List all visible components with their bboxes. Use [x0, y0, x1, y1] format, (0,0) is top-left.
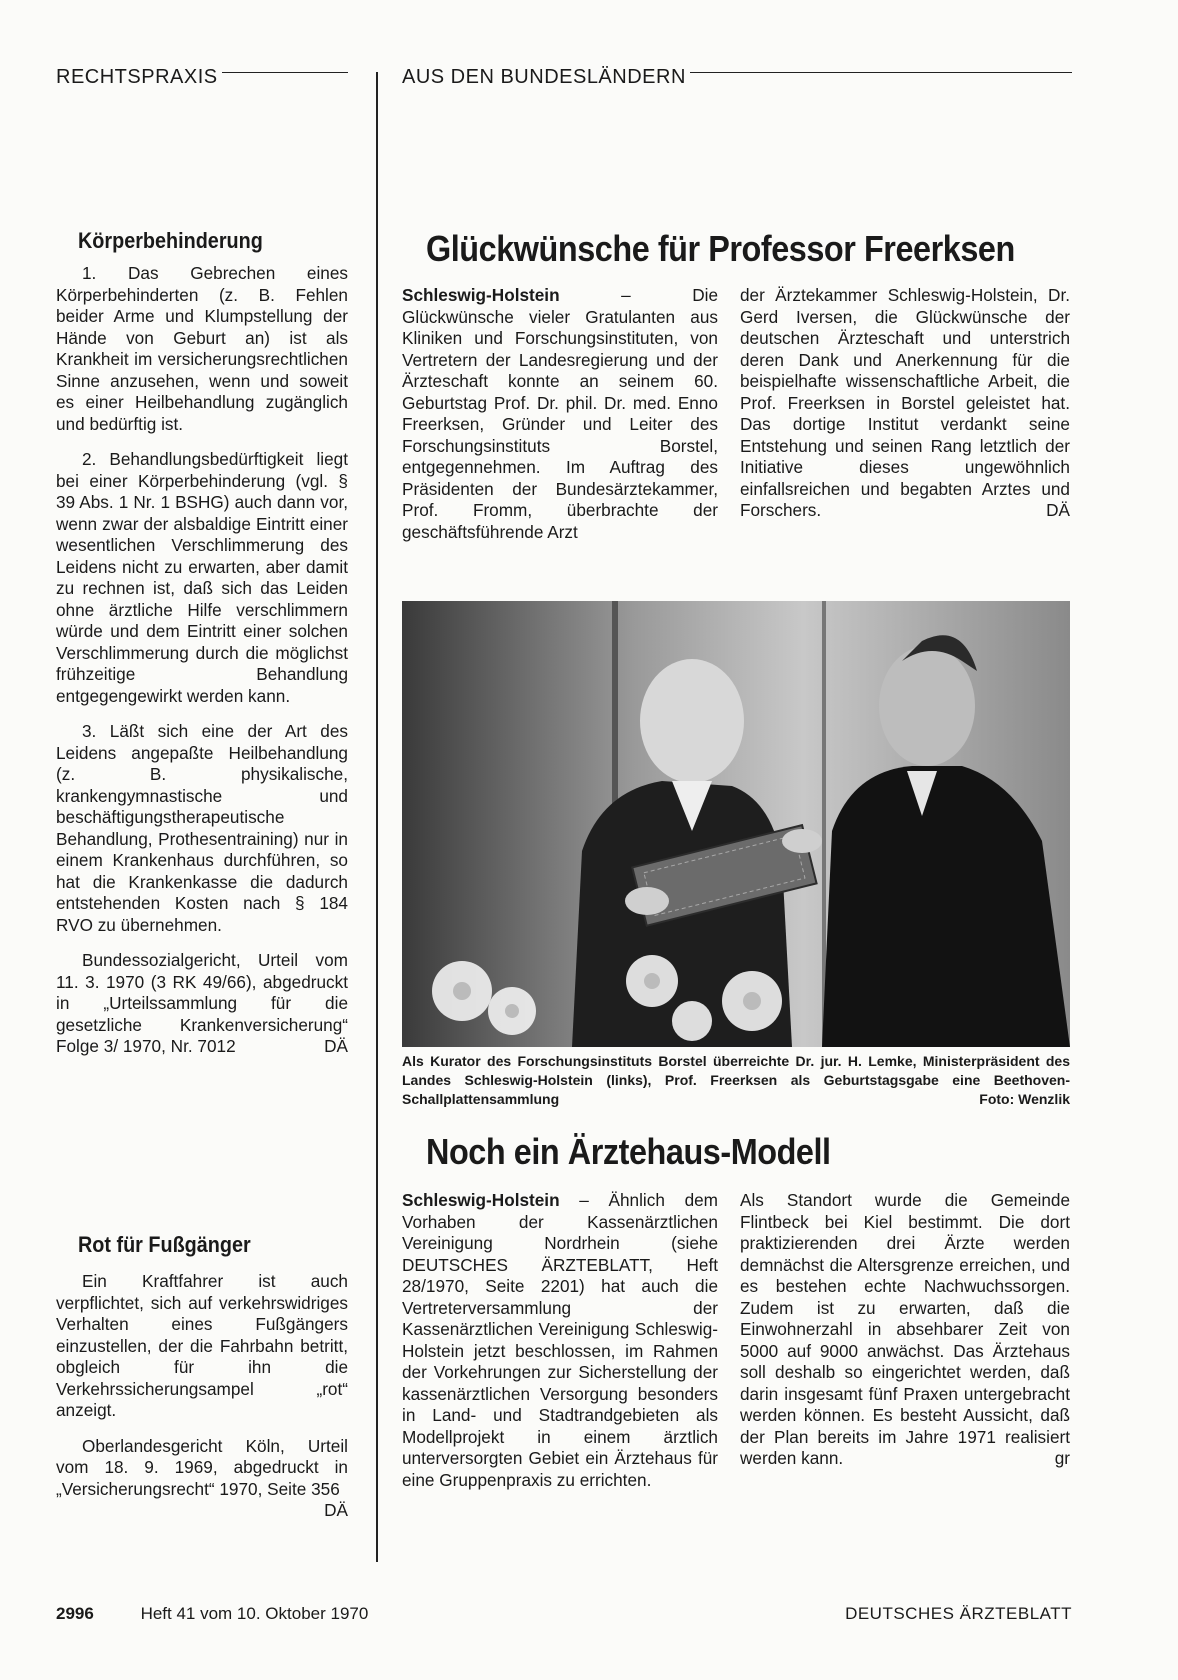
header-rule: [222, 72, 348, 73]
page-number: 2996: [56, 1604, 94, 1623]
paragraph: 2. Behandlungsbedürftigkeit liegt bei einer Körperbehinderung (vgl. § 39 Abs. 1 Nr. 1 BSHG) auch dann vor, wenn zwar der alsbaldige Eintritt einer wesentlichen Verschlimmerung des Leidens nicht zu erwarten, aber damit zu rechnen ist, daß sich das Leiden ohne ärztliche Hilfe verschlimmern würde und dem Eintritt einer solchen Verschlimmerung durch die möglichst frühzeitige Behandlung entgegengewirkt werden kann.: [56, 449, 348, 706]
source-text: Oberlandesgericht Köln, Urteil vom 18. 9. 1969, abgedruckt in „Versicherungsrecht“ 1970, Seite 356: [56, 1435, 348, 1499]
header-rule: [690, 72, 1072, 73]
issue-info: Heft 41 vom 10. Oktober 1970: [140, 1604, 369, 1623]
section-header-right: [402, 66, 1072, 89]
section-title: RECHTSPRAXIS: [56, 66, 218, 88]
paragraph-text: – Die Glückwünsche vieler Gratulanten aus Kliniken und Forschungsinstituten, von Vertretern der Landesregierung und der Ärzteschaft konnte an seinem 60. Geburtstag Prof. Dr. phil. Dr. med. Enno Freerksen, Gründer und Leiter des Forschungsinstituts Borstel, entgegennehmen. Im Auftrag des Präsidenten der Bundesärztekammer, Prof. Fromm, überbrachte der geschäftsführende Arzt: [402, 285, 718, 542]
paragraph: [402, 285, 718, 543]
article-title-aerztehaus-modell: Noch ein Ärztehaus-Modell: [426, 1131, 831, 1172]
court-source: [56, 1435, 348, 1520]
article-aerztehaus-col1: [402, 1190, 718, 1491]
paragraph: 1. Das Gebrechen eines Körperbehinderten (z. B. Fehlen beider Arme und Klumpstellung der Hände von Geburt an) ist als Krankheit im versicherungsrechtlichen Sinne anzusehen, wenn und soweit es einer Heilbehandlung zugänglich und bedürftig ist.: [56, 263, 348, 434]
paragraph-text: der Ärztekammer Schleswig-Holstein, Dr. Gerd Iversen, die Glückwünsche der deutschen Ärzteschaft und unterstrich deren Dank und Anerkennung für die beispielhafte wissenschaftliche Arbeit, die Prof. Freerksen in Borstel geleistet hat. Das dortige Institut verdankt seine Entstehung und seinen Rang letztlich der Initiative dieses ungewöhnlich einfallsreichen und begabten Arztes und Forschers.: [740, 285, 1070, 520]
paragraph-text: – Ähnlich dem Vorhaben der Kassenärztlichen Vereinigung Nordrhein (siehe DEUTSCHES ÄRZTEBLATT, Heft 28/1970, Seite 2201) hat auch die Vertreterversammlung der Kassenärztlichen Vereinigung Schleswig-Holstein jetzt beschlossen, im Rahmen der Vorkehrungen zur Sicherstellung der kassenärztlichen Versorgung besonders in Land- und Stadtrandgebieten als Modellprojekt in einem ärztlich unterversorgten Gebiet ein Ärztehaus für eine Gruppenpraxis zu errichten.: [402, 1190, 718, 1490]
article-title-glueckwuensche: Glückwünsche für Professor Freerksen: [426, 228, 1015, 269]
section-header-left: [56, 66, 348, 89]
journal-name: DEUTSCHES ÄRZTEBLATT: [845, 1604, 1072, 1623]
article-glueckwuensche-col2: [740, 285, 1070, 522]
photo-illustration: [402, 601, 1070, 1047]
article-glueckwuensche-col1: [402, 285, 718, 543]
court-source: [56, 950, 348, 1058]
author-signature: DÄ: [324, 1036, 348, 1056]
author-signature: DÄ: [324, 1500, 348, 1520]
article-aerztehaus-col2: [740, 1190, 1070, 1470]
column-divider: [376, 72, 378, 1562]
paragraph: [740, 285, 1070, 522]
article-rot-fuer-fussgaenger: [56, 1271, 348, 1522]
photo-credit: Foto: Wenzlik: [979, 1091, 1070, 1107]
photo-caption: [402, 1052, 1070, 1109]
caption-text: Als Kurator des Forschungsinstituts Borstel überreichte Dr. jur. H. Lemke, Ministerpräsident des Landes Schleswig-Holstein (links), Prof. Freerksen als Geburtstagsgabe eine Beethoven-Schallplattensammlung: [402, 1053, 1070, 1107]
source-text: Bundessozialgericht, Urteil vom 11. 3. 1970 (3 RK 49/66), abgedruckt in „Urteilssammlung für die gesetzliche Krankenversicherung“ Folge 3/ 1970, Nr. 7012: [56, 950, 348, 1056]
paragraph: 3. Läßt sich eine der Art des Leidens angepaßte Heilbehandlung (z. B. physikalische, krankengymnastische und beschäftigungstherapeutische Behandlung, Prothesentraining) nur in einem Krankenhaus durchführen, so hat die Krankenkasse die dadurch entstehenden Kosten nach § 184 RVO zu übernehmen.: [56, 721, 348, 935]
article-title-koerperbehinderung: Körperbehinderung: [78, 228, 263, 253]
author-signature: gr: [1054, 1448, 1070, 1468]
paragraph: Ein Kraftfahrer ist auch verpflichtet, sich auf verkehrswidriges Verhalten eines Fußgängers einzustellen, der die Fahrbahn betritt, obgleich für ihn die Verkehrssicherungsampel „rot“ anzeigt.: [56, 1271, 348, 1420]
photo-award-ceremony: [402, 601, 1070, 1047]
article-koerperbehinderung: [56, 263, 348, 1058]
paragraph-text: Als Standort wurde die Gemeinde Flintbeck bei Kiel bestimmt. Die dort praktizierenden drei Ärzte werden demnächst die Altersgrenze erreichen, und es bestehen echte Nachwuchssorgen. Zudem ist zu erwarten, daß die Einwohnerzahl in absehbarer Zeit von 5000 auf 9000 anwächst. Das Ärztehaus soll deshalb so eingerichtet werden, daß darin insgesamt fünf Praxen untergebracht werden können. Es besteht Aussicht, daß der Plan bereits im Jahre 1971 realisiert werden kann.: [740, 1190, 1070, 1468]
article-title-rot-fuer-fussgaenger: Rot für Fußgänger: [78, 1232, 251, 1257]
paragraph: [740, 1190, 1070, 1470]
paragraph: [402, 1190, 718, 1491]
author-signature: DÄ: [1046, 500, 1070, 520]
section-title: AUS DEN BUNDESLÄNDERN: [402, 66, 686, 88]
dateline: Schleswig-Holstein: [402, 285, 560, 305]
dateline: Schleswig-Holstein: [402, 1190, 560, 1210]
page-footer: [56, 1604, 1072, 1624]
